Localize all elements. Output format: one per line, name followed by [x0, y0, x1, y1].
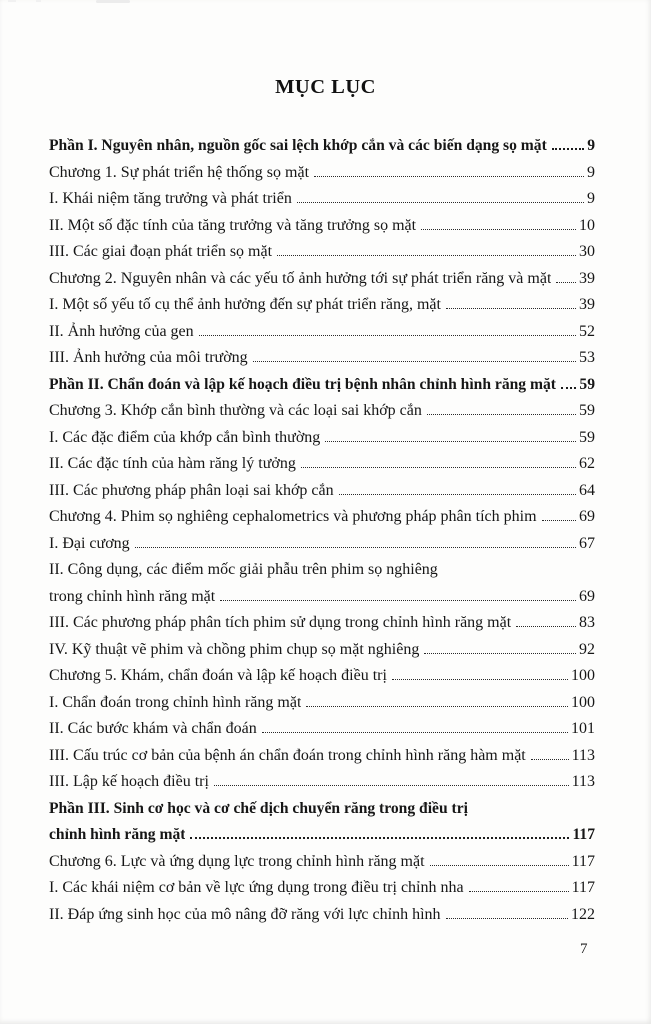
toc-entry-row [49, 531, 595, 558]
toc-entry-label: III. Ảnh hưởng của môi trường [49, 349, 248, 366]
toc-entry-row [49, 319, 595, 346]
dot-leader [421, 229, 576, 230]
dot-leader [220, 600, 576, 601]
dot-leader [469, 891, 569, 892]
dot-leader [561, 387, 576, 389]
toc-entry-page: 59 [579, 428, 595, 446]
dot-leader [314, 176, 584, 177]
toc-entry-row [49, 743, 595, 770]
toc-entry-page: 100 [571, 693, 595, 711]
toc-entry-label: Chương 4. Phim sọ nghiêng cephalometrics và phương pháp phân tích phim [49, 508, 537, 525]
toc-entry-row [49, 504, 595, 531]
dot-leader [516, 626, 576, 627]
toc-entry-label: II. Một số đặc tính của tăng trưởng và tăng trưởng sọ mặt [49, 216, 417, 234]
toc-entry-label: Chương 1. Sự phát triển hệ thống sọ mặt [49, 163, 310, 181]
toc-entry-row [49, 637, 595, 664]
dot-leader [556, 282, 576, 283]
toc-entry-label: Phần II. Chẩn đoán và lập kế hoạch điều trị bệnh nhân chỉnh hình răng mặt [49, 375, 556, 393]
toc-entry-label: II. Ảnh hưởng của gen [49, 322, 194, 340]
toc-entry-row [49, 796, 595, 823]
scan-artifact [96, 0, 130, 3]
dot-leader [199, 335, 576, 336]
toc-entry-row [49, 769, 595, 796]
toc-entry-label: II. Các đặc tính của hàm răng lý tưởng [49, 455, 296, 472]
toc-list [49, 133, 595, 928]
dot-leader [424, 653, 576, 654]
toc-entry-label: III. Lập kế hoạch điều trị [49, 773, 209, 790]
toc-entry-page: 100 [571, 667, 595, 684]
dot-leader [446, 918, 568, 919]
toc-entry-page: 62 [579, 455, 595, 472]
dot-leader [190, 837, 569, 839]
toc-entry-page: 69 [579, 587, 595, 605]
toc-entry-label: trong chỉnh hình răng mặt [49, 587, 216, 605]
dot-leader [135, 547, 576, 548]
toc-entry-label: I. Đại cương [49, 534, 130, 552]
toc-entry-row [49, 372, 595, 399]
toc-entry-row [49, 186, 595, 213]
toc-entry-row [49, 849, 595, 876]
toc-entry-row [49, 902, 595, 929]
toc-entry-label: Chương 6. Lực và ứng dụng lực trong chỉnh hình răng mặt [49, 852, 425, 870]
toc-entry-row [49, 716, 595, 743]
dot-leader [446, 308, 576, 309]
toc-entry-row [49, 345, 595, 372]
dot-leader [253, 361, 576, 362]
toc-entry-row [49, 557, 595, 584]
dot-leader [531, 759, 569, 760]
toc-entry-row [49, 292, 595, 319]
dot-leader [297, 202, 584, 203]
toc-entry-label: I. Chẩn đoán trong chỉnh hình răng mặt [49, 693, 302, 711]
scan-speck [8, 0, 16, 2]
toc-entry-page: 10 [579, 216, 595, 234]
toc-entry-row [49, 690, 595, 717]
toc-entry-label: I. Khái niệm tăng trưởng và phát triển [49, 190, 292, 207]
toc-entry-page: 83 [579, 614, 595, 631]
dot-leader [392, 679, 568, 680]
toc-entry-label: III. Các giai đoạn phát triển sọ mặt [49, 243, 273, 260]
toc-entry-label: I. Các khái niệm cơ bản về lực ứng dụng trong điều trị chỉnh nha [49, 879, 464, 896]
toc-entry-label: II. Đáp ứng sinh học của mô nâng đỡ răng với lực chỉnh hình [49, 905, 441, 923]
toc-entry-row [49, 239, 595, 266]
toc-entry-page: 52 [579, 322, 595, 340]
toc-entry-row [49, 451, 595, 478]
toc-entry-page: 64 [579, 481, 595, 499]
toc-entry-label: II. Các bước khám và chẩn đoán [49, 720, 257, 737]
page-title: MỤC LỤC [275, 76, 376, 98]
toc-entry-row [49, 478, 595, 505]
toc-entry-label: Chương 3. Khớp cắn bình thường và các loại sai khớp cắn [49, 402, 422, 419]
toc-entry-page: 9 [587, 190, 595, 207]
toc-entry-label: Phần III. Sinh cơ học và cơ chế dịch chuyển răng trong điều trị [49, 799, 468, 817]
toc-entry-label: chỉnh hình răng mặt [49, 826, 186, 843]
toc-entry-row [49, 425, 595, 452]
toc-entry-label: III. Cấu trúc cơ bản của bệnh án chẩn đoán trong chỉnh hình răng hàm mặt [49, 746, 526, 764]
toc-entry-label: IV. Kỹ thuật vẽ phim và chồng phim chụp sọ mặt nghiêng [49, 640, 420, 658]
toc-entry-page: 39 [579, 296, 595, 313]
dot-leader [301, 467, 576, 468]
toc-entry-label: Phần I. Nguyên nhân, nguồn gốc sai lệch khớp cắn và các biến dạng sọ mặt [49, 137, 547, 154]
toc-entry-page: 92 [579, 640, 595, 658]
toc-entry-page: 59 [579, 402, 595, 419]
dot-leader [430, 865, 569, 866]
toc-entry-page: 69 [579, 508, 595, 525]
toc-entry-label: III. Các phương pháp phân loại sai khớp cắn [49, 481, 334, 499]
toc-entry-row [49, 822, 595, 849]
toc-entry-page: 30 [579, 243, 595, 260]
scan-speck [36, 0, 41, 2]
toc-entry-page: 9 [587, 137, 595, 154]
toc-entry-row [49, 875, 595, 902]
toc-entry-page: 53 [579, 349, 595, 366]
toc-entry-row [49, 584, 595, 611]
toc-entry-page: 101 [571, 720, 595, 737]
page-number: 7 [580, 941, 588, 957]
toc-entry-label: I. Các đặc điểm của khớp cắn bình thường [49, 428, 321, 446]
toc-entry-row [49, 266, 595, 293]
toc-entry-page: 117 [572, 826, 595, 843]
toc-entry-row [49, 398, 595, 425]
toc-entry-page: 117 [571, 879, 595, 896]
toc-entry-page: 113 [571, 773, 595, 790]
dot-leader [427, 414, 576, 415]
toc-entry-label: II. Công dụng, các điểm mốc giải phẫu trên phim sọ nghiêng [49, 561, 438, 578]
toc-entry-page: 67 [579, 534, 595, 552]
toc-entry-page: 59 [579, 375, 595, 393]
toc-entry-label: Chương 2. Nguyên nhân và các yếu tố ảnh hưởng tới sự phát triển răng và mặt [49, 269, 552, 287]
dot-leader [542, 520, 576, 521]
toc-entry-row [49, 160, 595, 187]
dot-leader [277, 255, 576, 256]
dot-leader [325, 441, 576, 442]
toc-entry-page: 9 [587, 163, 595, 181]
dot-leader [306, 706, 568, 707]
toc-entry-label: I. Một số yếu tố cụ thể ảnh hưởng đến sự phát triển răng, mặt [49, 296, 441, 313]
dot-leader [214, 785, 569, 786]
toc-entry-page: 39 [579, 269, 595, 287]
toc-entry-page: 117 [571, 852, 595, 870]
dot-leader [339, 494, 576, 495]
toc-entry-row [49, 663, 595, 690]
dot-leader [552, 148, 584, 150]
toc-entry-label: III. Các phương pháp phân tích phim sử dụng trong chỉnh hình răng mặt [49, 614, 512, 631]
toc-entry-page: 122 [571, 905, 595, 923]
dot-leader [262, 732, 568, 733]
toc-entry-row [49, 610, 595, 637]
toc-entry-label: Chương 5. Khám, chẩn đoán và lập kế hoạch điều trị [49, 667, 387, 684]
toc-entry-row [49, 133, 595, 160]
toc-entry-row [49, 213, 595, 240]
toc-entry-page: 113 [571, 746, 595, 764]
